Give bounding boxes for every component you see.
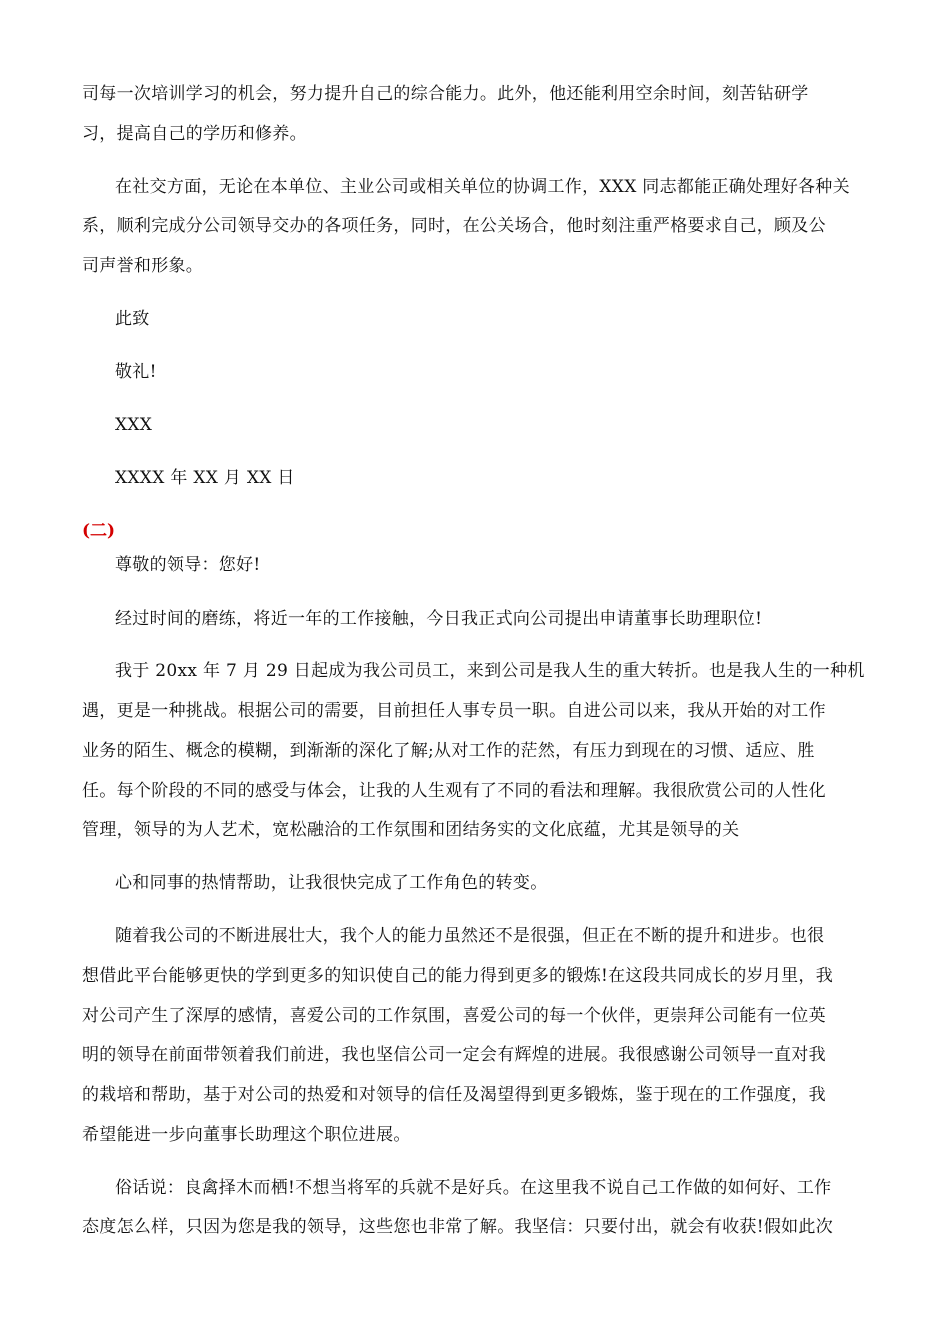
- text-line: 任。每个阶段的不同的感受与体会，让我的人生观有了不同的看法和理解。我很欣赏公司的人性化: [82, 781, 826, 801]
- text-line: 司声誉和形象。: [82, 256, 204, 276]
- text-line: 明的领导在前面带领着我们前进，我也坚信公司一定会有辉煌的进展。我很感谢公司领导一直对我: [82, 1045, 826, 1065]
- text-line: 我于 20xx 年 7 月 29 日起成为我公司员工，来到公司是我人生的重大转折。也是我人生的一种机: [115, 661, 865, 681]
- letter-greeting: 尊敬的领导：您好!: [115, 555, 261, 575]
- text-line: 想借此平台能够更快的学到更多的知识使自己的能力得到更多的锻炼!在这段共同成长的岁月里，我: [82, 966, 834, 986]
- closing-salutation: 此致: [115, 309, 150, 329]
- signature-name: XXX: [115, 415, 153, 435]
- text-line: 俗话说：良禽择木而栖!不想当将军的兵就不是好兵。在这里我不说自己工作做的如何好、工作: [115, 1178, 832, 1198]
- section-heading: (二): [82, 521, 116, 541]
- text-line: 遇，更是一种挑战。根据公司的需要，目前担任人事专员一职。自进公司以来，我从开始的对工作: [82, 701, 826, 721]
- text-line: 在社交方面，无论在本单位、主业公司或相关单位的协调工作，XXX 同志都能正确处理好各种关: [115, 177, 850, 197]
- text-line: 管理，领导的为人艺术，宽松融洽的工作氛围和团结务实的文化底蕴，尤其是领导的关: [82, 820, 740, 840]
- text-line: 随着我公司的不断进展壮大，我个人的能力虽然还不是很强，但正在不断的提升和进步。也很: [115, 926, 825, 946]
- text-line: 习，提高自己的学历和修养。: [82, 124, 307, 144]
- signature-date: XXXX 年 XX 月 XX 日: [115, 468, 295, 488]
- text-line: 的栽培和帮助，基于对公司的热爱和对领导的信任及渴望得到更多锻炼，鉴于现在的工作强度，我: [82, 1085, 826, 1105]
- closing-regards: 敬礼!: [115, 362, 157, 382]
- text-line: 系，顺利完成分公司领导交办的各项任务，同时，在公关场合，他时刻注重严格要求自己，顾及公: [82, 216, 826, 236]
- text-line: 对公司产生了深厚的感情，喜爱公司的工作氛围，喜爱公司的每一个伙伴，更崇拜公司能有一位英: [82, 1006, 826, 1026]
- text-line: 希望能进一步向董事长助理这个职位进展。: [82, 1125, 411, 1145]
- text-line: 态度怎么样，只因为您是我的领导，这些您也非常了解。我坚信：只要付出，就会有收获!假如此次: [82, 1217, 834, 1237]
- text-line: 业务的陌生、概念的模糊，到渐渐的深化了解;从对工作的茫然，有压力到现在的习惯、适应、胜: [82, 741, 815, 761]
- text-line: 经过时间的磨练，将近一年的工作接触，今日我正式向公司提出申请董事长助理职位!: [115, 609, 763, 629]
- text-line: 司每一次培训学习的机会，努力提升自己的综合能力。此外，他还能利用空余时间，刻苦钻研学: [82, 84, 809, 104]
- text-line: 心和同事的热情帮助，让我很快完成了工作角色的转变。: [115, 873, 548, 893]
